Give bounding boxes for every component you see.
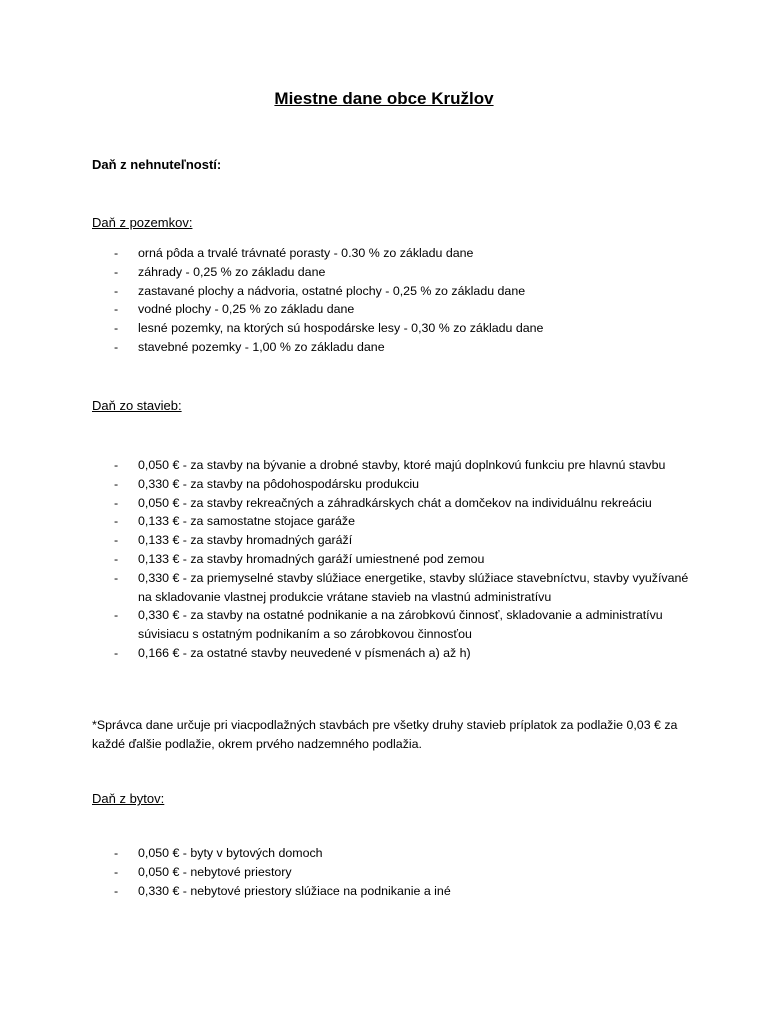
real-estate-tax-heading: Daň z nehnuteľností: [92,157,222,172]
list-item-text: 0,330 € - za priemyselné stavby slúžiace energetike, stavby slúžiace stavebníctvu, stavby využívané na skladovanie vlastnej produkcie vrátane stavieb na vlastnú administratívu [138,570,689,604]
list-item [92,300,692,319]
bullet-dash: - [114,846,119,860]
list-item-text: 0,166 € - za ostatné stavby neuvedené v písmenách a) až h) [138,645,471,660]
list-item-text: 0,133 € - za stavby hromadných garáží umiestnené pod zemou [138,551,485,566]
bullet-dash: - [114,533,119,548]
list-item-text: 0,050 € - byty v bytových domoch [138,846,323,860]
list-item-text: záhrady - 0,25 % zo základu dane [138,264,326,279]
list-item [92,550,692,569]
bullet-dash: - [114,246,119,260]
bullet-dash: - [114,321,119,336]
bullet-dash: - [114,302,119,317]
list-item-text: orná pôda a trvalé trávnaté porasty - 0.30 % zo základu dane [138,246,474,260]
list-item [92,569,692,607]
list-item-text: lesné pozemky, na ktorých sú hospodárske lesy - 0,30 % zo základu dane [138,321,544,336]
land-tax-heading: Daň z pozemkov: [92,215,193,230]
list-item-text: 0,050 € - za stavby na bývanie a drobné stavby, ktoré majú doplnkovú funkciu pre hlavnú stavbu [138,458,666,472]
list-item [92,282,692,301]
surcharge-note: *Správca dane určuje pri viacpodlažných stavbách pre všetky druhy stavieb príplatok za podlažie 0,03 € za každé ďalšie podlažie, okrem prvého nadzemného podlažia. [92,718,678,751]
list-item-text: stavebné pozemky - 1,00 % zo základu dane [138,339,385,354]
bullet-dash: - [114,883,119,898]
page-title: Miestne dane obce Kružlov [274,89,494,108]
bullet-dash: - [114,645,119,660]
building-tax-list [92,456,692,663]
bullet-dash: - [114,458,119,472]
bullet-dash: - [114,514,119,529]
bullet-dash: - [114,339,119,354]
bullet-dash: - [114,495,119,510]
bullet-dash: - [114,264,119,279]
list-item-text: 0,050 € - nebytové priestory [138,864,292,879]
list-item-text: 0,330 € - nebytové priestory slúžiace na podnikanie a iné [138,883,451,898]
list-item [92,244,692,263]
list-item-text: zastavané plochy a nádvoria, ostatné plochy - 0,25 % zo základu dane [138,283,526,298]
list-item [92,319,692,338]
bullet-dash: - [114,476,119,491]
list-item [92,844,692,863]
list-item [92,531,692,550]
list-item [92,863,692,882]
list-item-text: 0,050 € - za stavby rekreačných a záhradkárskych chát a domčekov na individuálnu rekreáciu [138,495,652,510]
list-item [92,644,692,663]
land-tax-list [92,244,692,357]
list-item [92,456,692,475]
apartment-tax-list [92,844,692,900]
building-tax-heading: Daň zo stavieb: [92,398,182,413]
list-item [92,338,692,357]
bullet-dash: - [114,283,119,298]
list-item-text: 0,133 € - za stavby hromadných garáží [138,533,353,548]
list-item [92,606,692,644]
list-item-text: 0,133 € - za samostatne stojace garáže [138,514,355,529]
bullet-dash: - [114,608,119,623]
list-item-text: 0,330 € - za stavby na pôdohospodársku produkciu [138,476,420,491]
bullet-dash: - [114,551,119,566]
list-item [92,263,692,282]
list-item-text: vodné plochy - 0,25 % zo základu dane [138,302,355,317]
bullet-dash: - [114,864,119,879]
bullet-dash: - [114,570,119,585]
list-item [92,882,692,901]
list-item [92,494,692,513]
list-item [92,475,692,494]
list-item-text: 0,330 € - za stavby na ostatné podnikanie a na zárobkovú činnosť, skladovanie a administratívu súvisiacu s ostatným podnikaním a so zárobkovou činnosťou [138,608,663,642]
apartment-tax-heading: Daň z bytov: [92,791,165,806]
list-item [92,512,692,531]
